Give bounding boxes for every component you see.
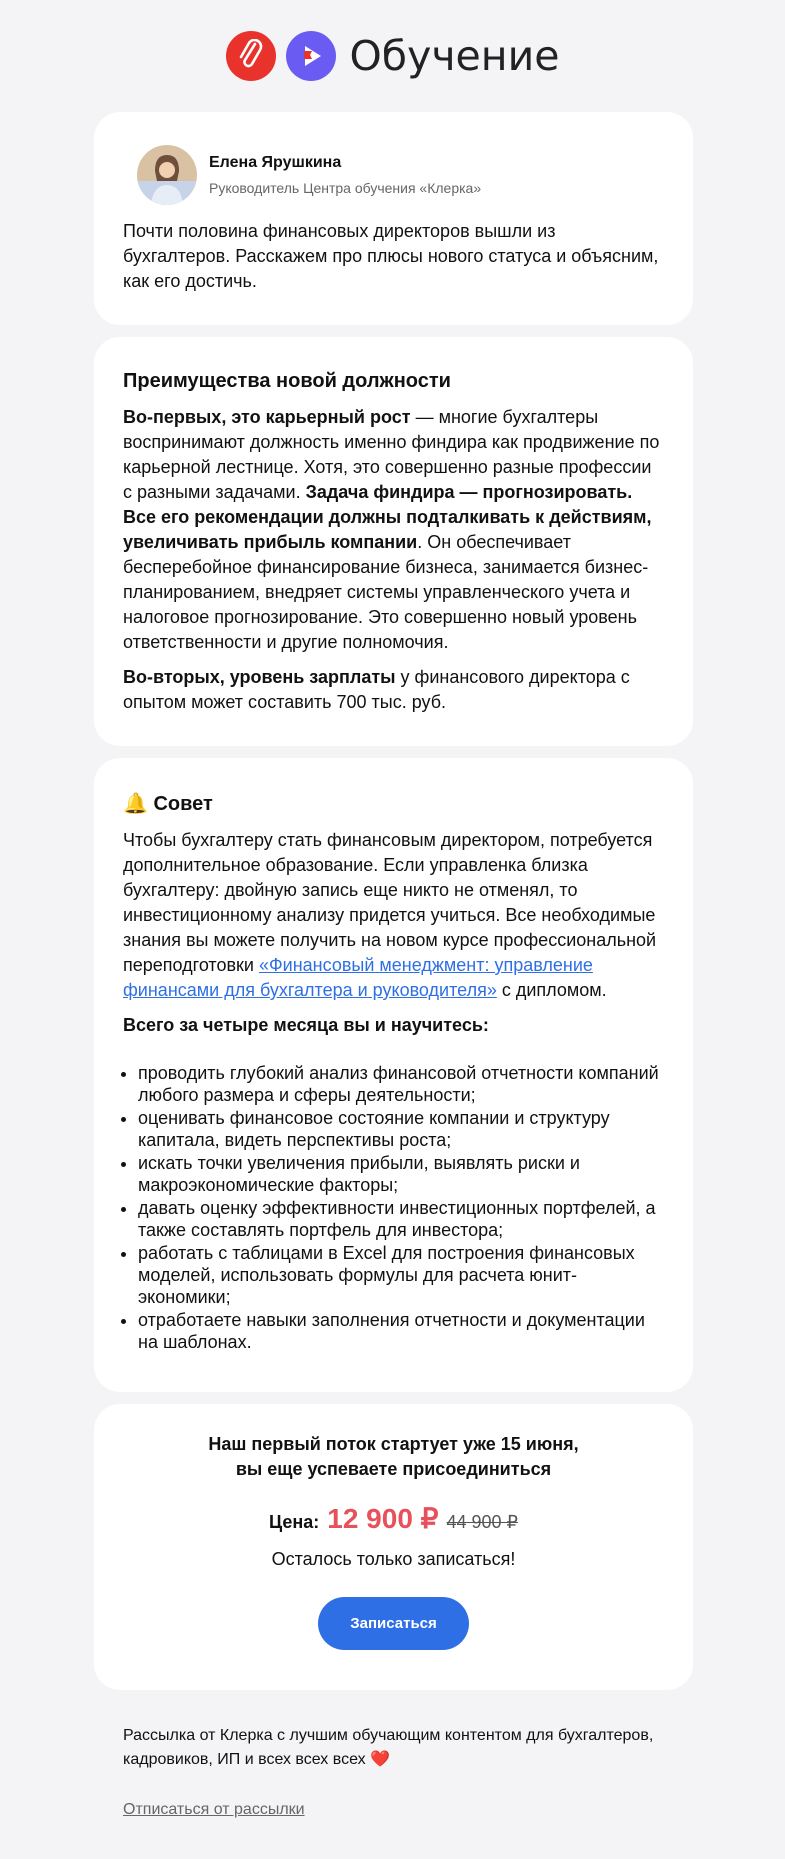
advice-paragraph xyxy=(123,828,664,1003)
advantages-paragraph-1 xyxy=(123,405,664,655)
list-item: • отработаете навыки заполнения отчетности и документации на шаблонах. xyxy=(138,1309,664,1353)
footer-text xyxy=(123,1724,683,1772)
list-item: • оценивать финансовое состояние компании и структуру капитала, видеть перспективы роста; xyxy=(138,1107,664,1151)
list-item: • давать оценку эффективности инвестиционных портфелей, а также составлять портфель для инвестора; xyxy=(138,1197,664,1241)
advice-heading xyxy=(123,791,664,816)
list-item: • работать с таблицами в Excel для построения финансовых моделей, использовать формулы для расчета юнит-экономики; xyxy=(138,1242,664,1308)
intro-text: Почти половина финансовых директоров вышли из бухгалтеров. Расскажем про плюсы нового статуса и объясним, как его достичь. xyxy=(123,221,659,291)
findir-task-bold: Задача финдира — прогнозировать. Все его рекомендации должны подталкивать к действиям, увеличивать прибыль компании xyxy=(123,482,652,552)
advantages-title: Преимущества новой должности xyxy=(123,370,451,392)
course-link[interactable]: «Финансовый менеджмент: управление финансами для бухгалтера и руководителя» xyxy=(123,955,593,1000)
price-row xyxy=(123,1502,664,1535)
author-block xyxy=(123,112,664,205)
heart-icon: ❤️ xyxy=(370,1751,390,1768)
klerk-logo-icon xyxy=(226,31,276,81)
email-header xyxy=(0,28,785,84)
career-growth-bold: Во-первых, это карьерный рост xyxy=(123,407,411,427)
skills-heading xyxy=(123,1013,664,1038)
advantages-card xyxy=(94,337,693,746)
enroll-button[interactable]: Записаться xyxy=(318,1597,469,1650)
advice-card xyxy=(94,758,693,1392)
cta-subtitle: Осталось только записаться! xyxy=(271,1549,516,1569)
advice-tail: с дипломом. xyxy=(496,980,607,1000)
learning-logo-icon xyxy=(286,31,336,81)
cta-title xyxy=(123,1432,664,1482)
author-card xyxy=(94,112,693,325)
author-name: Елена Ярушкина xyxy=(209,154,342,171)
list-item: • искать точки увеличения прибыли, выявлять риски и макроэкономические факторы; xyxy=(138,1152,664,1196)
price-new: 12 900 ₽ xyxy=(327,1503,439,1534)
cta-title-line-2: вы еще успеваете присоединиться xyxy=(235,1459,552,1479)
career-growth-text: — многие бухгалтеры воспринимают должность именно финдира как продвижение по карьерной лестнице. Хотя, это совершенно разные профессии с разными задачами. xyxy=(123,407,660,502)
advice-text: Чтобы бухгалтеру стать финансовым директором, потребуется дополнительное образование. Если управленка близка бухгалтеру: двойную запись еще никто не отменял, то инвестиционному анализу придется учиться. Все необходимые знания вы можете получить на новом курсе профессиональной переподготовки xyxy=(123,830,657,975)
price-old: 44 900 ₽ xyxy=(446,1512,518,1532)
price-label: Цена: xyxy=(268,1512,320,1532)
footer-description: Рассылка от Клерка с лучшим обучающим контентом для бухгалтеров, кадровиков, ИП и всех всех всех xyxy=(123,1727,654,1768)
unsubscribe-link[interactable]: Отписаться от рассылки xyxy=(123,1801,305,1818)
skills-heading-text: Всего за четыре месяца вы и научитесь: xyxy=(123,1015,489,1035)
author-info xyxy=(209,154,481,196)
bell-icon: 🔔 xyxy=(123,793,148,815)
list-item: • проводить глубокий анализ финансовой отчетности компаний любого размера и сферы деятельности; xyxy=(138,1062,664,1106)
author-role: Руководитель Центра обучения «Клерка» xyxy=(209,180,482,196)
advice-title: Совет xyxy=(153,793,213,815)
salary-bold: Во-вторых, уровень зарплаты xyxy=(123,667,396,687)
advantages-paragraph-2 xyxy=(123,665,664,715)
skills-list xyxy=(123,1062,664,1353)
brand-title: Обучение xyxy=(349,32,560,80)
findir-task-text: . Он обеспечивает бесперебойное финансирование бизнеса, занимается бизнес-планированием, внедряет системы управленческого учета и налоговое прогнозирование. Это совершенно новый уровень ответственности и другие полномочия. xyxy=(123,532,649,652)
cta-title-line-1: Наш первый поток стартует уже 15 июня, xyxy=(208,1434,579,1454)
salary-text: у финансового директора с опытом может составить 700 тыс. руб. xyxy=(123,667,630,712)
author-avatar xyxy=(137,145,197,205)
cta-card xyxy=(94,1404,693,1690)
